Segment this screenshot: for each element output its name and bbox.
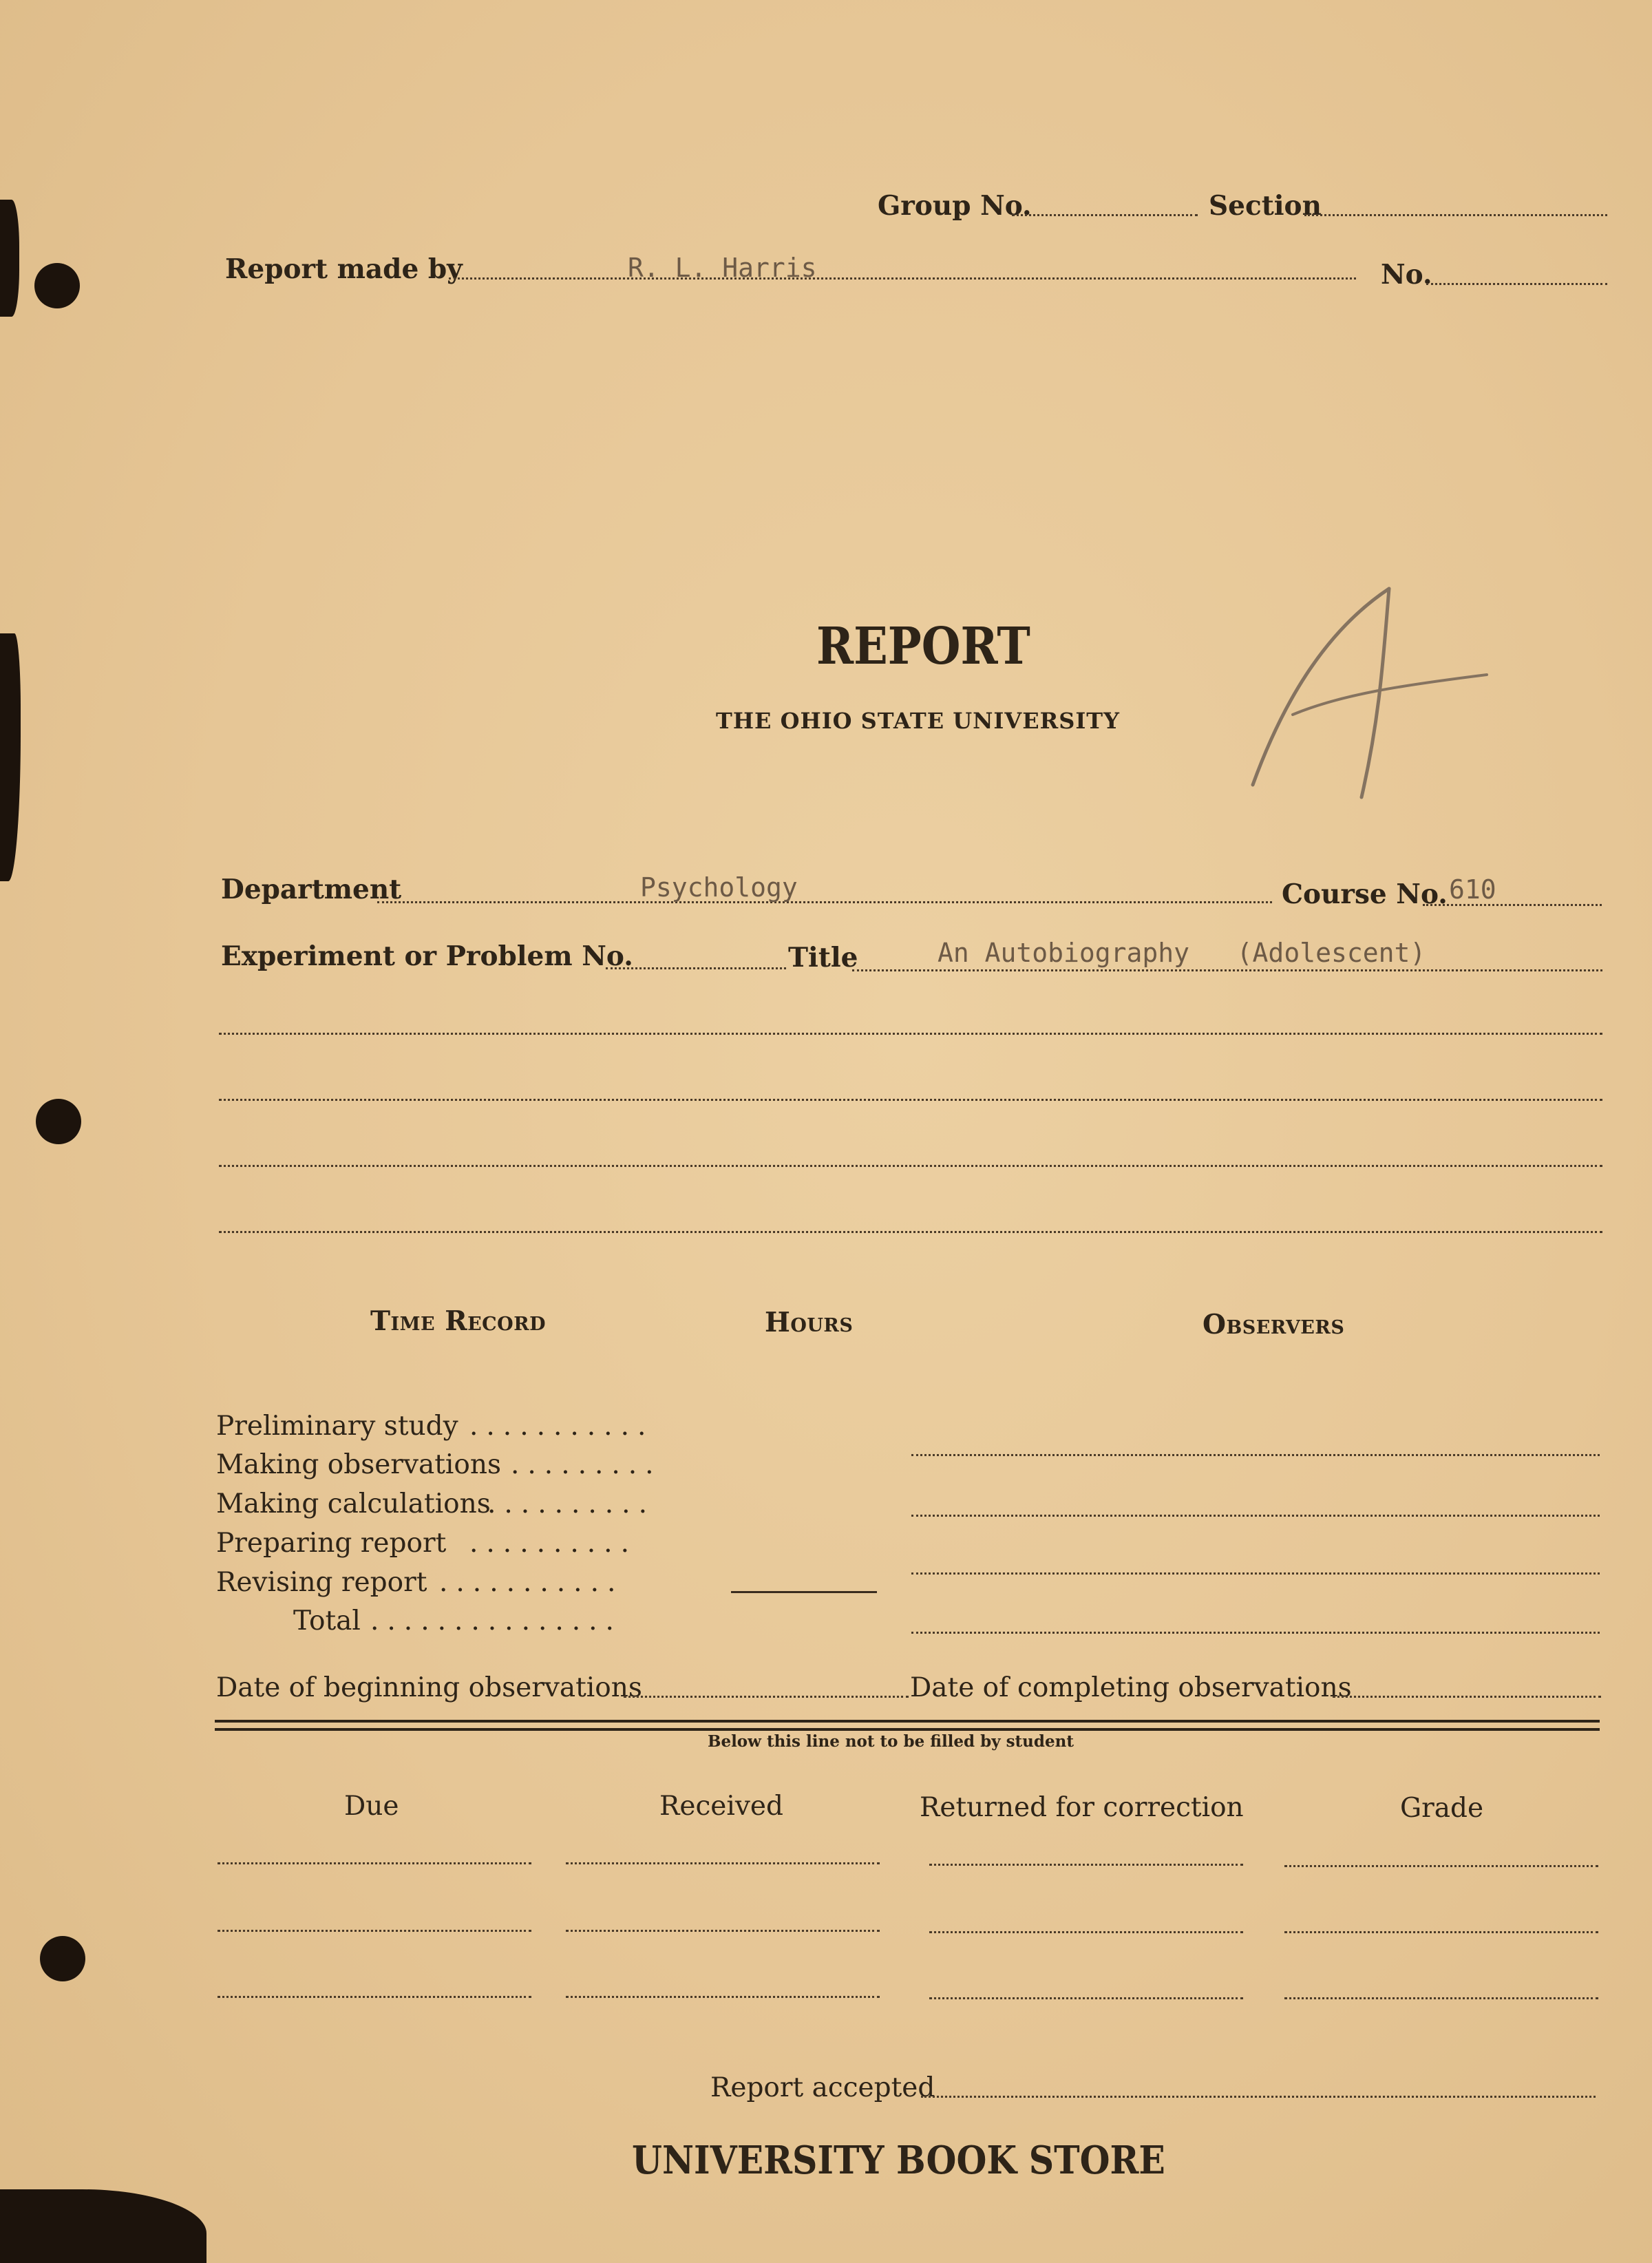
observer-field[interactable]: [911, 1515, 1600, 1517]
returned-column-label: Returned for correction: [920, 1792, 1244, 1823]
due-column-label: Due: [344, 1791, 399, 1822]
due-field[interactable]: [218, 1862, 531, 1864]
due-field[interactable]: [218, 1930, 531, 1932]
binder-hole-middle: [36, 1099, 81, 1144]
time-row-label: Revising report: [216, 1567, 427, 1598]
date-completing-label: Date of completing observations: [910, 1672, 1352, 1703]
report-made-by-field[interactable]: [449, 277, 1356, 280]
received-field[interactable]: [566, 1930, 880, 1932]
date-completing-field[interactable]: [1333, 1696, 1601, 1698]
time-row-leader: ..........: [469, 1528, 637, 1559]
time-row-label: Preliminary study: [216, 1411, 458, 1442]
grade-field[interactable]: [1284, 1931, 1598, 1933]
title-continuation-line[interactable]: [219, 1165, 1602, 1167]
returned-field[interactable]: [929, 1864, 1243, 1866]
staff-only-notice: Below this line not to be filled by student: [708, 1732, 1074, 1751]
binder-hole-bottom: [40, 1936, 85, 1981]
title-continuation-line[interactable]: [219, 1099, 1602, 1101]
experiment-no-field[interactable]: [606, 967, 786, 969]
experiment-no-label: Experiment or Problem No.: [221, 940, 633, 972]
course-no-label: Course No.: [1282, 878, 1448, 910]
handwritten-grade-mark: [1239, 578, 1501, 806]
section-label: Section: [1209, 190, 1322, 222]
hours-heading: Hours: [765, 1307, 854, 1338]
time-row-leader: .........: [511, 1449, 662, 1480]
time-row-label: Total: [293, 1606, 361, 1636]
number-label: No.: [1381, 259, 1432, 291]
observer-field[interactable]: [911, 1454, 1600, 1456]
publisher-name: UNIVERSITY BOOK STORE: [632, 2138, 1165, 2183]
hours-total-field[interactable]: [731, 1591, 877, 1593]
torn-edge-middle: [0, 633, 21, 881]
received-field[interactable]: [566, 1996, 880, 1998]
binder-hole-top: [34, 263, 80, 308]
time-row-label: Making observations: [216, 1449, 501, 1480]
department-field[interactable]: [377, 901, 1272, 903]
time-row-label: Preparing report: [216, 1528, 447, 1559]
report-made-by-value: R. L. Harris: [628, 253, 817, 283]
course-no-value: 610: [1449, 874, 1496, 905]
time-row-leader: ...........: [439, 1567, 624, 1598]
group-no-field[interactable]: [1012, 214, 1198, 216]
time-row-label: Making calculations: [216, 1488, 491, 1519]
report-title: REPORT: [816, 617, 1030, 676]
time-row-leader: ...........: [469, 1411, 655, 1442]
due-field[interactable]: [218, 1996, 531, 1998]
title-field[interactable]: [852, 969, 1602, 971]
date-beginning-field[interactable]: [624, 1696, 909, 1698]
date-beginning-label: Date of beginning observations: [216, 1672, 642, 1703]
number-field[interactable]: [1426, 283, 1607, 285]
report-accepted-field[interactable]: [921, 2096, 1596, 2098]
section-field[interactable]: [1304, 214, 1607, 216]
report-accepted-label: Report accepted: [710, 2072, 935, 2103]
received-column-label: Received: [659, 1791, 783, 1822]
grade-field[interactable]: [1284, 1997, 1598, 1999]
observer-field[interactable]: [911, 1572, 1600, 1575]
grade-column-label: Grade: [1400, 1793, 1484, 1824]
title-continuation-line[interactable]: [219, 1231, 1602, 1233]
time-row-leader: ...............: [370, 1606, 622, 1636]
title-label: Title: [788, 942, 858, 973]
torn-edge-bottom: [0, 2189, 206, 2263]
received-field[interactable]: [566, 1862, 880, 1864]
department-value: Psychology: [640, 872, 798, 903]
report-made-by-label: Report made by: [225, 253, 463, 285]
title-value: An Autobiography (Adolescent): [938, 938, 1426, 968]
returned-field[interactable]: [929, 1997, 1243, 1999]
student-cutoff-rule: [215, 1720, 1600, 1731]
torn-edge-top: [0, 200, 19, 317]
time-row-leader: ..........: [487, 1488, 655, 1519]
observer-field[interactable]: [911, 1632, 1600, 1634]
grade-field[interactable]: [1284, 1865, 1598, 1867]
returned-field[interactable]: [929, 1931, 1243, 1933]
time-record-heading: Time Record: [370, 1305, 547, 1337]
title-continuation-line[interactable]: [219, 1033, 1602, 1035]
group-no-label: Group No.: [878, 190, 1032, 222]
university-name: THE OHIO STATE UNIVERSITY: [716, 708, 1120, 734]
observers-heading: Observers: [1203, 1309, 1345, 1340]
department-label: Department: [221, 874, 402, 905]
